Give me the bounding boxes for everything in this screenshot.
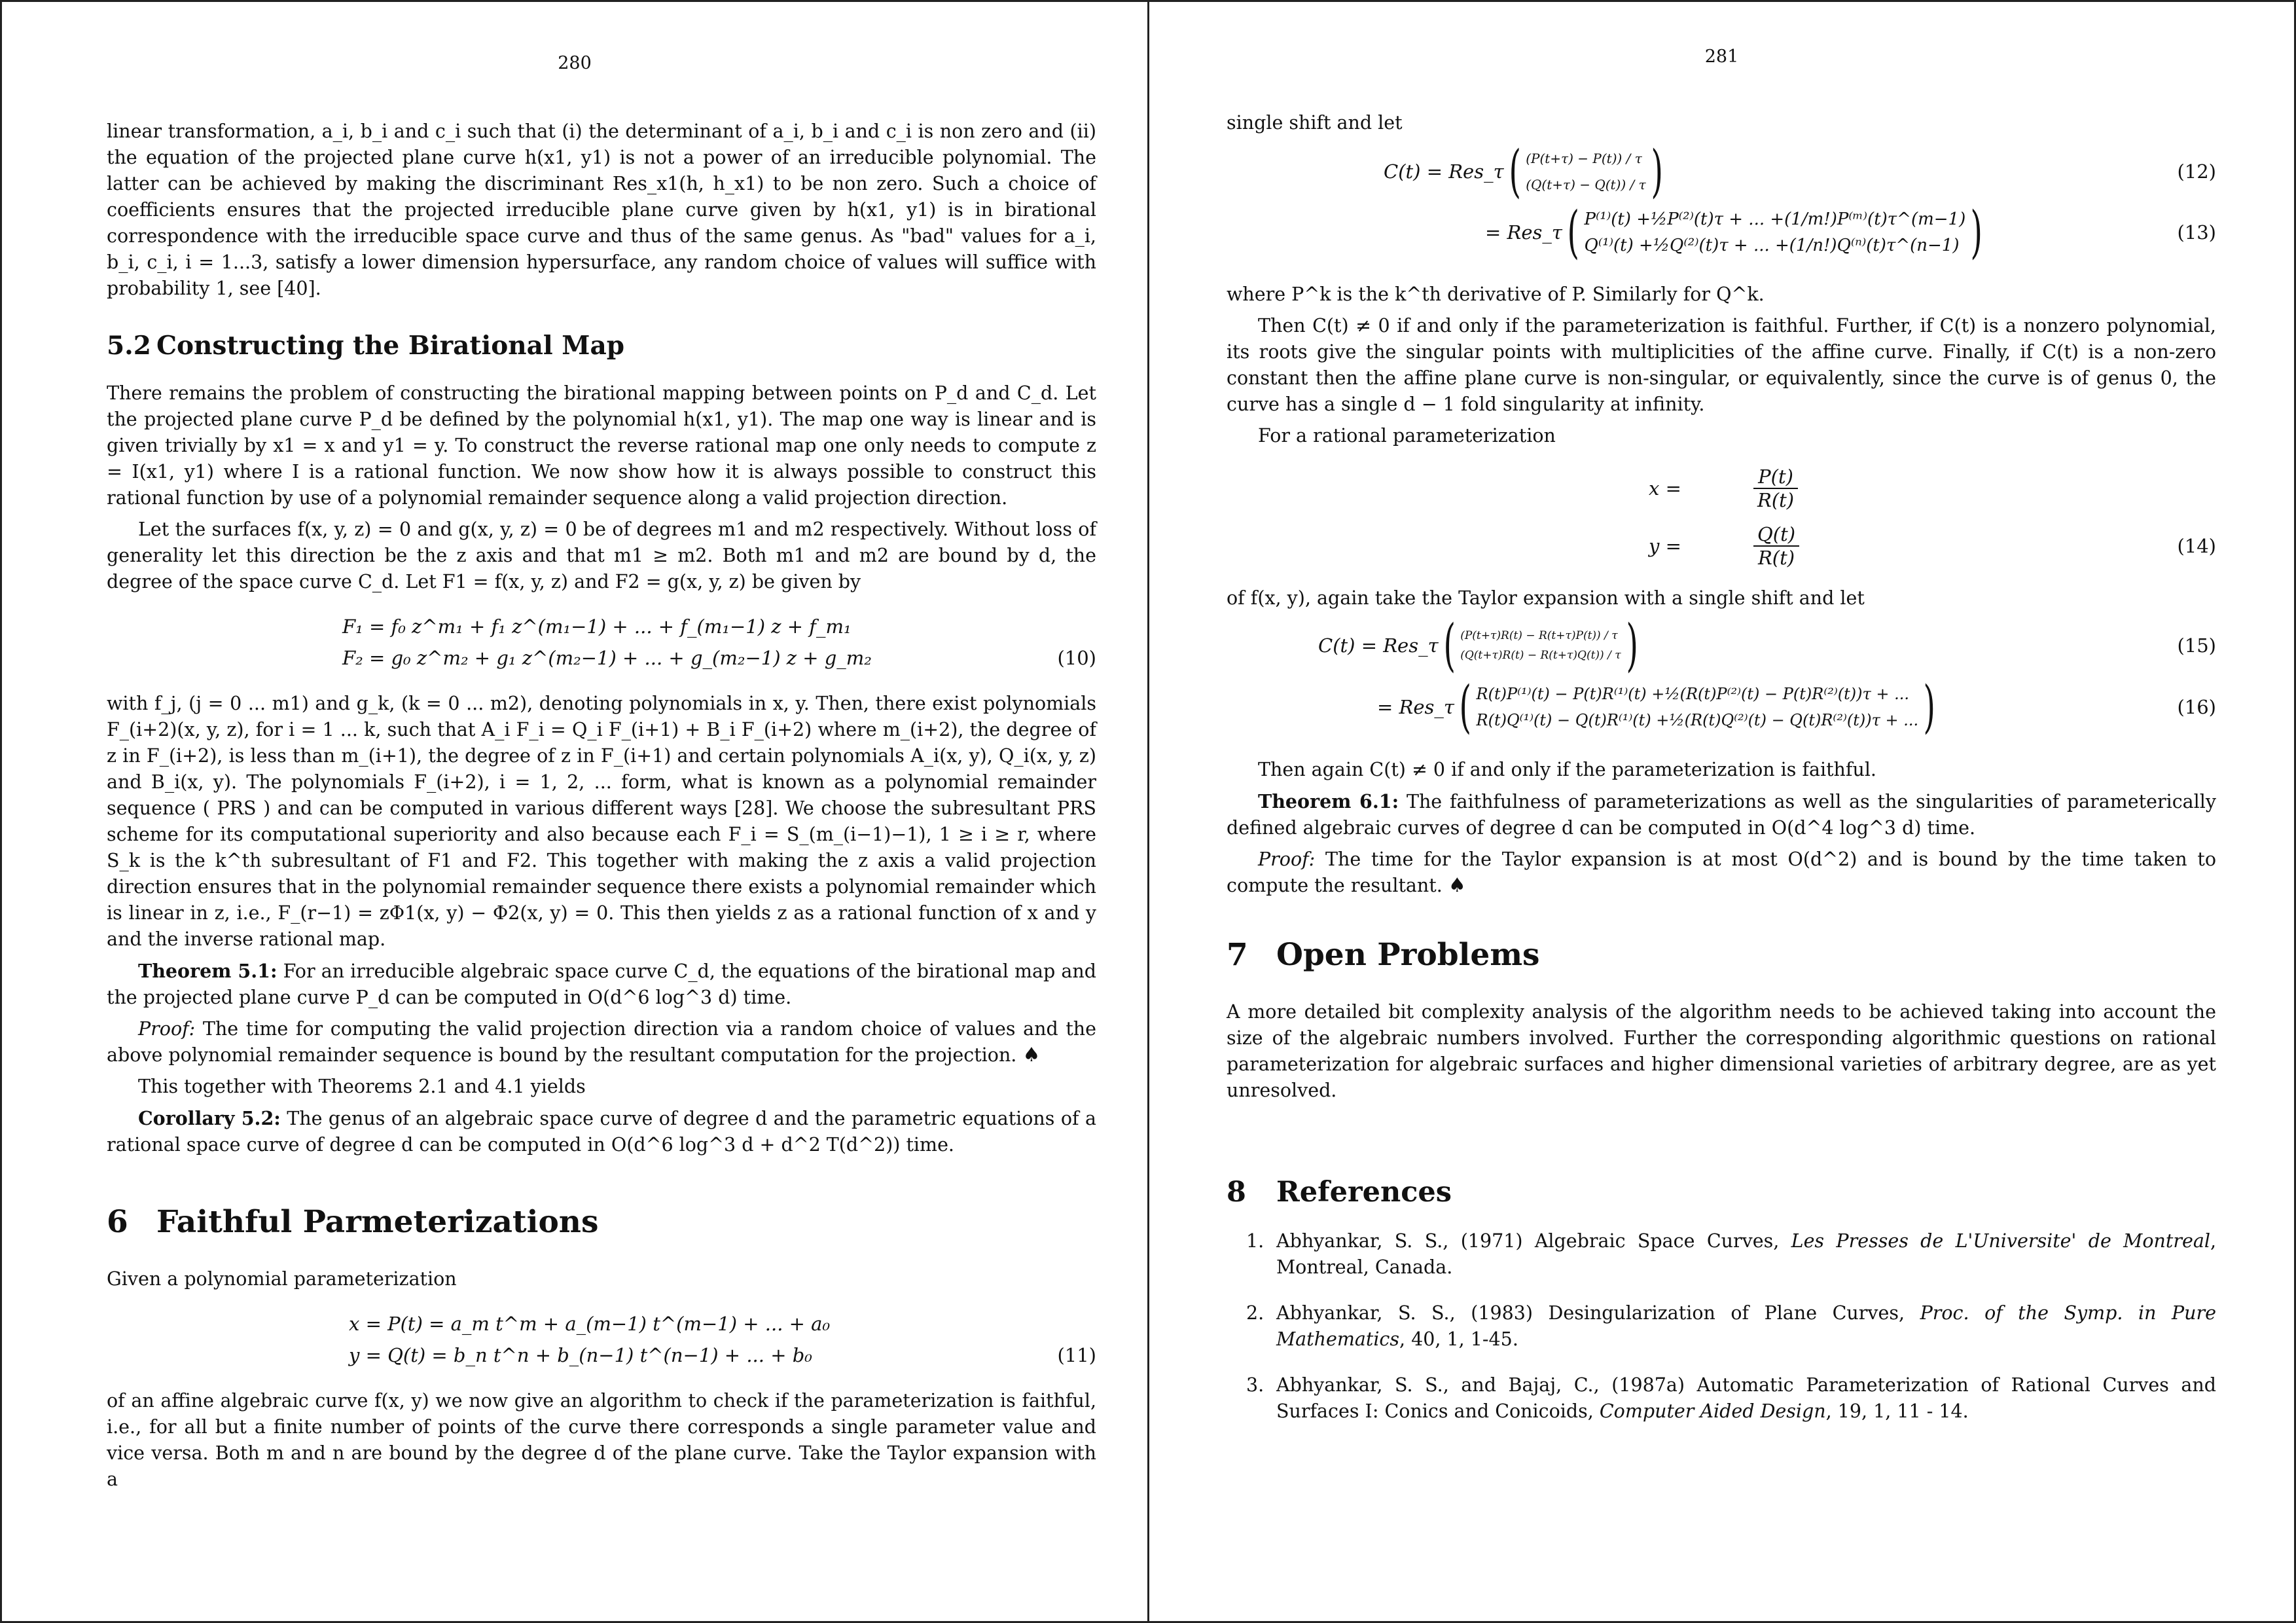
section-number: 5.2 bbox=[107, 331, 151, 361]
equation-line bbox=[107, 1340, 1096, 1371]
page-right bbox=[1147, 0, 2296, 1623]
reference-text: Abhyankar, S. S., (1983) Desingularization of Plane Curves, bbox=[1276, 1302, 1920, 1324]
right-column bbox=[1227, 110, 2216, 1444]
right-paren: ) bbox=[1651, 139, 1663, 204]
equation-lhs: x = bbox=[1649, 477, 1681, 500]
equation-number: (16) bbox=[2177, 696, 2216, 718]
intro-paragraph: linear transformation, a_i, b_i and c_i such that (i) the determinant of a_i, b_i and c_i is non zero and (ii) the equation of the projected plane curve h(x1, y1) is not a power of an irreducible polynomial. The latter can be achieved by making the discriminant Res_x1(h, h_x1) to be non zero. Such a choice of coefficients ensures that the projected irreducible plane curve given by h(x1, y1) is in birational correspondence with the irreducible space curve and thus of the same genus. As "bad" values for a_i, b_i, c_i, i = 1...3, satisfy a lower dimension hypersurface, any random choice of values will suffice with probability 1, see [40]. bbox=[107, 120, 1096, 299]
equation-line bbox=[1227, 517, 2216, 575]
equation-16 bbox=[1227, 674, 2216, 740]
equation-line: x = P(t) = a_m t^m + a_(m−1) t^(m−1) + ... + a₀ bbox=[349, 1313, 831, 1335]
paragraph: Then again C(t) ≠ 0 if and only if the parameterization is faithful. bbox=[1258, 759, 1876, 780]
equation-numerator: (P(t+τ)R(t) − R(t+τ)P(t)) / τ bbox=[1460, 629, 1618, 642]
reference-tail: , 40, 1, 1-45. bbox=[1399, 1328, 1518, 1350]
qed-spade-icon: ♠ bbox=[1448, 874, 1466, 897]
equation-fraction-stack bbox=[1460, 626, 1621, 665]
equation-lhs: = Res_τ bbox=[1485, 221, 1562, 244]
left-paren: ( bbox=[1443, 613, 1456, 678]
proof bbox=[107, 1016, 1096, 1068]
equation-fraction bbox=[1753, 523, 1799, 569]
section-title: Faithful Parmeterizations bbox=[156, 1204, 599, 1240]
equation-number: (15) bbox=[2177, 634, 2216, 657]
equation-numerator: P(t) bbox=[1753, 465, 1798, 489]
section-number: 7 bbox=[1227, 937, 1248, 973]
proof-label: Proof: bbox=[138, 1018, 196, 1040]
theorem-text: The faithfulness of parameterizations as well as the singularities of parameterically defined algebraic curves of degree d can be computed in O(d^4 log^3 d) time. bbox=[1227, 791, 2217, 839]
equation-14 bbox=[1227, 460, 2216, 575]
equation-number: (14) bbox=[2177, 535, 2216, 557]
paragraph: where P^k is the k^th derivative of P. Similarly for Q^k. bbox=[1227, 283, 1765, 305]
equation-fraction-stack bbox=[1526, 145, 1646, 198]
left-paren: ( bbox=[1509, 139, 1521, 204]
section-heading bbox=[1227, 1176, 2216, 1209]
paragraph: For a rational parameterization bbox=[1258, 425, 1556, 447]
equation-numerator: Q(t) bbox=[1753, 523, 1799, 547]
equation-matrix bbox=[1585, 206, 1966, 259]
paragraph: Then C(t) ≠ 0 if and only if the parameterization is faithful. Further, if C(t) is a nonzero polynomial, its roots give the singular points with multiplicities of the affine curve. Finally, if C(t) is a non-zero constant then the affine plane curve is non-singular, or equivalently, since the curve is of genus 0, the curve has a single d − 1 fold singularity at infinity. bbox=[1227, 315, 2216, 415]
proof-text: The time for the Taylor expansion is at most O(d^2) and is bound by the time taken to compute the resultant. bbox=[1227, 848, 2216, 896]
equation-number: (13) bbox=[2177, 221, 2216, 244]
equation-denominator: (Q(t+τ) − Q(t)) / τ bbox=[1526, 177, 1646, 192]
theorem bbox=[1227, 788, 2216, 841]
left-paren: ( bbox=[1459, 674, 1471, 740]
equation-15 bbox=[1227, 613, 2216, 740]
section-title: References bbox=[1276, 1176, 1452, 1209]
section-title: Constructing the Birational Map bbox=[156, 331, 624, 361]
equation-row: P⁽¹⁾(t) +½P⁽²⁾(t)τ + ... +(1/m!)P⁽ᵐ⁾(t)τ^(m−1) bbox=[1584, 210, 1966, 229]
reference-venue: Les Presses de L'Universite' de Montreal bbox=[1791, 1230, 2210, 1252]
equation-matrix bbox=[1477, 681, 1919, 733]
reference-item bbox=[1227, 1372, 2216, 1425]
paragraph: Given a polynomial parameterization bbox=[107, 1268, 457, 1290]
equation-12 bbox=[1227, 139, 2216, 265]
equation-line: F₁ = f₀ z^m₁ + f₁ z^(m₁−1) + ... + f_(m₁−1) z + f_m₁ bbox=[342, 615, 852, 638]
section-heading bbox=[107, 1204, 1096, 1240]
proof-label: Proof: bbox=[1258, 848, 1316, 870]
section-heading bbox=[107, 331, 1096, 361]
paragraph: This together with Theorems 2.1 and 4.1 yields bbox=[138, 1076, 586, 1097]
reference-text: Abhyankar, S. S., (1971) Algebraic Space Curves, bbox=[1276, 1230, 1791, 1252]
equation-denominator: (Q(t+τ)R(t) − R(t+τ)Q(t)) / τ bbox=[1460, 649, 1621, 662]
paragraph: with f_j, (j = 0 ... m1) and g_k, (k = 0 ... m2), denoting polynomials in x, y. Then, there exist polynomials F_(i+2)(x, y, z), for i = 1 ... k, such that A_i F_i = Q_i F_(i+1) + B_i F_(i+2) where m_(i+2), the degree of z in F_(i+2), is less than m_(i+1), the degree of z in F_(i+1) and certain polynomials A_i(x, y), Q_i(x, y, z) and B_i(x, y). The polynomials F_(i+2), i = 1, 2, ... form, what is known as a polynomial remainder sequence ( PRS ) and can be computed in various different ways [28]. We choose the subresultant PRS scheme for its computational superiority and also because each F_i = S_(m_(i−1)−1), 1 ≥ i ≥ r, where S_k is the k^th subresultant of F1 and F2. This together with making the z axis a valid projection direction ensures that in the polynomial remainder sequence there exists a polynomial remainder which is linear in z, i.e., F_(r−1) = zΦ1(x, y) − Φ2(x, y) = 0. This then yields z as a rational function of x and y and the inverse rational map. bbox=[107, 693, 1096, 950]
proof bbox=[1227, 847, 2216, 899]
theorem bbox=[107, 958, 1096, 1011]
theorem-label: Theorem 5.1: bbox=[138, 960, 278, 982]
paragraph: of an affine algebraic curve f(x, y) we now give an algorithm to check if the parameterization is faithful, i.e., for all but a finite number of points of the curve there corresponds a single parameter value and vice versa. Both m and n are bound by the degree d of the plane curve. Take the Taylor expansion with a bbox=[107, 1390, 1096, 1490]
equation-numerator: (P(t+τ) − P(t)) / τ bbox=[1526, 151, 1642, 166]
equation-13 bbox=[1227, 200, 2216, 264]
corollary-label: Corollary 5.2: bbox=[138, 1107, 281, 1129]
left-paren: ( bbox=[1567, 200, 1579, 265]
reference-number: 1. bbox=[1246, 1230, 1265, 1252]
equation-10 bbox=[107, 611, 1096, 674]
paragraph: There remains the problem of constructing the birational mapping between points on P_d and C_d. Let the projected plane curve P_d be defined by the polynomial h(x1, y1). The map one way is linear and is given trivially by x1 = x and y1 = y. To construct the reverse rational map one only needs to compute z = I(x1, y1) where I is a rational function. We now show how it is always possible to construct this rational function by use of a polynomial remainder sequence along a valid projection direction. bbox=[107, 382, 1096, 509]
equation-lhs: C(t) = Res_τ bbox=[1318, 634, 1439, 657]
equation-fraction bbox=[1753, 465, 1798, 511]
equation-number: (10) bbox=[1057, 647, 1096, 669]
reference-number: 3. bbox=[1246, 1374, 1265, 1396]
left-column bbox=[107, 119, 1096, 1498]
reference-number: 2. bbox=[1246, 1302, 1265, 1324]
corollary-text: The genus of an algebraic space curve of degree d and the parametric equations of a rational space curve of degree d can be computed in O(d^6 log^3 d + d^2 T(d^2)) time. bbox=[107, 1108, 1096, 1156]
paragraph: of f(x, y), again take the Taylor expansion with a single shift and let bbox=[1227, 587, 1865, 609]
equation-line bbox=[1227, 460, 2216, 517]
right-paren: ) bbox=[1626, 613, 1638, 678]
equation-number: (12) bbox=[2177, 160, 2216, 183]
equation-line bbox=[107, 642, 1096, 674]
reference-tail: , Montreal, Canada. bbox=[1276, 1230, 2216, 1278]
proof-text: The time for computing the valid projection direction via a random choice of values and the above polynomial remainder sequence is bound by the resultant computation for the projection. bbox=[107, 1018, 1096, 1066]
equation-line bbox=[1227, 613, 2216, 678]
equation-lhs: = Res_τ bbox=[1377, 696, 1454, 718]
section-heading bbox=[1227, 937, 2216, 973]
equation-line bbox=[1227, 139, 2216, 204]
section-number: 8 bbox=[1227, 1176, 1246, 1209]
equation-row: R(t)Q⁽¹⁾(t) − Q(t)R⁽¹⁾(t) +½(R(t)Q⁽²⁾(t) − Q(t)R⁽²⁾(t))τ + ... bbox=[1476, 711, 1919, 729]
equation-lhs: C(t) = Res_τ bbox=[1384, 160, 1504, 183]
equation-lhs: y = bbox=[1649, 535, 1681, 557]
paragraph: Let the surfaces f(x, y, z) = 0 and g(x, y, z) = 0 be of degrees m1 and m2 respectively. Without loss of generality let this direction be the z axis and that m1 ≥ m2. Both m1 and m2 are bound by d, the degree of the space curve C_d. Let F1 = f(x, y, z) and F2 = g(x, y, z) be given by bbox=[107, 519, 1096, 593]
right-paren: ) bbox=[1970, 200, 1983, 265]
equation-denominator: R(t) bbox=[1757, 489, 1795, 511]
section-number: 6 bbox=[107, 1204, 128, 1240]
reference-venue: Proc. of the Symp. in Pure Mathematics bbox=[1276, 1302, 2216, 1350]
equation-row: R(t)P⁽¹⁾(t) − P(t)R⁽¹⁾(t) +½(R(t)P⁽²⁾(t) − P(t)R⁽²⁾(t))τ + ... bbox=[1476, 685, 1909, 703]
reference-item bbox=[1227, 1300, 2216, 1353]
reference-venue: Computer Aided Design bbox=[1599, 1400, 1826, 1422]
equation-text: F₂ = g₀ z^m₂ + g₁ z^(m₂−1) + ... + g_(m₂−1) z + g_m₂ bbox=[342, 647, 872, 669]
corollary bbox=[107, 1105, 1096, 1158]
theorem-label: Theorem 6.1: bbox=[1258, 790, 1399, 812]
reference-tail: , 19, 1, 11 - 14. bbox=[1825, 1400, 1969, 1422]
equation-11 bbox=[107, 1308, 1096, 1371]
equation-denominator: R(t) bbox=[1757, 547, 1795, 569]
page-number: 280 bbox=[558, 53, 592, 73]
page-number: 281 bbox=[1704, 46, 1739, 67]
right-paren: ) bbox=[1923, 674, 1936, 740]
paragraph: A more detailed bit complexity analysis of the algorithm needs to be achieved taking into account the size of the algebraic numbers involved. Further the corresponding algorithmic questions on rational parameterization for algebraic surfaces and higher dimensional varieties of arbitrary degree, are as yet unresolved. bbox=[1227, 1001, 2216, 1101]
equation-number: (11) bbox=[1057, 1344, 1096, 1366]
reference-text: Abhyankar, S. S., and Bajaj, C., (1987a) Automatic Parameterization of Rational Curves and Surfaces I: Conics and Conicoids, bbox=[1276, 1374, 2216, 1422]
paragraph: single shift and let bbox=[1227, 112, 1403, 134]
reference-list bbox=[1227, 1228, 2216, 1425]
theorem-text: For an irreducible algebraic space curve C_d, the equations of the birational map and the projected plane curve P_d can be computed in O(d^6 log^3 d) time. bbox=[107, 960, 1096, 1008]
equation-text: y = Q(t) = b_n t^n + b_(n−1) t^(n−1) + ... + b₀ bbox=[349, 1344, 812, 1366]
qed-spade-icon: ♠ bbox=[1022, 1044, 1041, 1067]
section-title: Open Problems bbox=[1276, 937, 1540, 973]
reference-item bbox=[1227, 1228, 2216, 1281]
equation-row: Q⁽¹⁾(t) +½Q⁽²⁾(t)τ + ... +(1/n!)Q⁽ⁿ⁾(t)τ^(n−1) bbox=[1584, 236, 1960, 255]
